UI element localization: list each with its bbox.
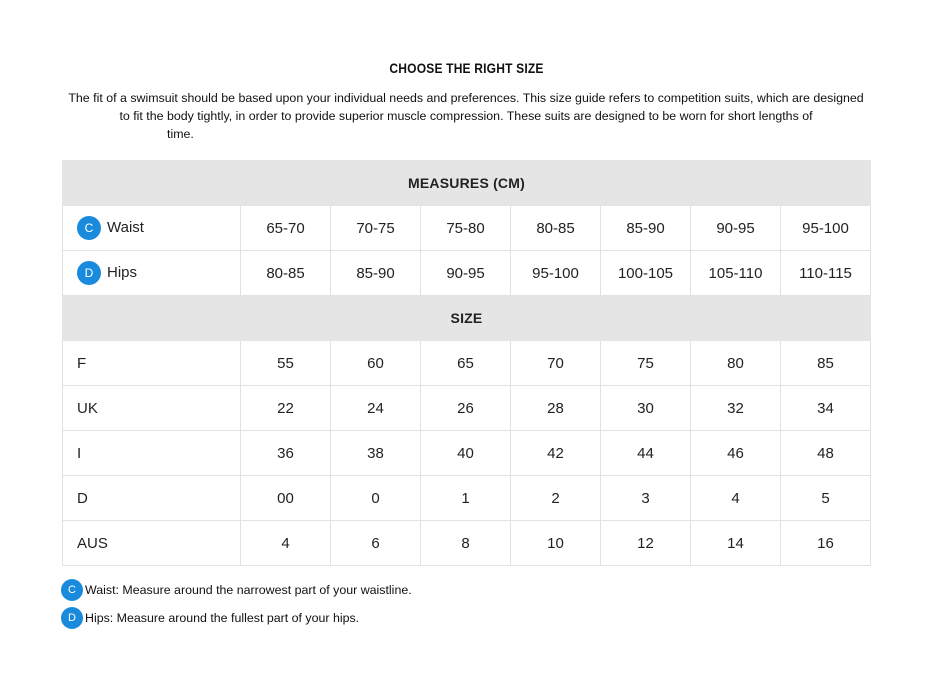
row-label: UK	[63, 386, 241, 431]
table-cell: 85-90	[331, 251, 421, 296]
table-cell: 105-110	[691, 251, 781, 296]
row-label	[63, 206, 241, 251]
waist-label: Waist	[107, 218, 144, 236]
table-cell: 4	[691, 476, 781, 521]
size-chart-table	[62, 160, 871, 566]
table-cell: 10	[511, 521, 601, 566]
intro-paragraph	[66, 89, 866, 143]
table-cell: 60	[331, 341, 421, 386]
table-cell: 28	[511, 386, 601, 431]
table-cell: 80	[691, 341, 781, 386]
table-cell: 12	[601, 521, 691, 566]
measures-header-row	[63, 161, 871, 206]
table-cell: 90-95	[421, 251, 511, 296]
waist-badge-icon: C	[77, 216, 101, 240]
hips-badge-icon: D	[61, 607, 83, 629]
table-cell: 26	[421, 386, 511, 431]
row-label	[63, 251, 241, 296]
table-cell: 36	[241, 431, 331, 476]
intro-text-end: time.	[167, 127, 194, 141]
table-cell: 80-85	[241, 251, 331, 296]
table-cell: 1	[421, 476, 511, 521]
table-cell: 3	[601, 476, 691, 521]
row-label: F	[63, 341, 241, 386]
hips-note	[61, 606, 412, 630]
size-row-i	[63, 431, 871, 476]
waist-note-text: Waist: Measure around the narrowest part of your waistline.	[85, 583, 412, 597]
table-cell: 75-80	[421, 206, 511, 251]
waist-note	[61, 578, 412, 602]
hips-badge-icon: D	[77, 261, 101, 285]
size-row-uk	[63, 386, 871, 431]
hips-label: Hips	[107, 263, 138, 281]
hips-note-text: Hips: Measure around the fullest part of your hips.	[85, 611, 360, 625]
table-cell: 55	[241, 341, 331, 386]
table-cell: 70-75	[331, 206, 421, 251]
table-cell: 85-90	[601, 206, 691, 251]
measures-header: MEASURES (CM)	[63, 161, 871, 206]
table-cell: 80-85	[511, 206, 601, 251]
table-cell: 00	[241, 476, 331, 521]
table-cell: 48	[781, 431, 871, 476]
table-cell: 14	[691, 521, 781, 566]
intro-text: The fit of a swimsuit should be based upon your individual needs and preferences. This size guide refers to competition suits, which are designed to fit the body tightly, in order to provide superior muscle compression. These suits are designed to be worn for short lengths of	[68, 91, 864, 123]
table-cell: 90-95	[691, 206, 781, 251]
table-cell: 95-100	[781, 206, 871, 251]
size-row-aus	[63, 521, 871, 566]
table-cell: 8	[421, 521, 511, 566]
measurement-notes	[61, 578, 412, 634]
table-cell: 22	[241, 386, 331, 431]
table-cell: 4	[241, 521, 331, 566]
size-header: SIZE	[63, 296, 871, 341]
size-header-row	[63, 296, 871, 341]
size-row-f	[63, 341, 871, 386]
row-label: AUS	[63, 521, 241, 566]
table-cell: 46	[691, 431, 781, 476]
table-cell: 16	[781, 521, 871, 566]
row-label: D	[63, 476, 241, 521]
table-cell: 30	[601, 386, 691, 431]
page-title: CHOOSE THE RIGHT SIZE	[389, 60, 544, 76]
table-cell: 110-115	[781, 251, 871, 296]
table-cell: 40	[421, 431, 511, 476]
table-cell: 32	[691, 386, 781, 431]
table-cell: 6	[331, 521, 421, 566]
table-cell: 42	[511, 431, 601, 476]
table-cell: 65	[421, 341, 511, 386]
table-cell: 100-105	[601, 251, 691, 296]
table-cell: 75	[601, 341, 691, 386]
table-cell: 38	[331, 431, 421, 476]
row-label: I	[63, 431, 241, 476]
table-cell: 95-100	[511, 251, 601, 296]
table-cell: 24	[331, 386, 421, 431]
table-cell: 44	[601, 431, 691, 476]
size-row-d	[63, 476, 871, 521]
table-cell: 5	[781, 476, 871, 521]
table-cell: 0	[331, 476, 421, 521]
table-cell: 70	[511, 341, 601, 386]
table-cell: 34	[781, 386, 871, 431]
table-cell: 65-70	[241, 206, 331, 251]
waist-row	[63, 206, 871, 251]
table-cell: 2	[511, 476, 601, 521]
table-cell: 85	[781, 341, 871, 386]
waist-badge-icon: C	[61, 579, 83, 601]
hips-row	[63, 251, 871, 296]
